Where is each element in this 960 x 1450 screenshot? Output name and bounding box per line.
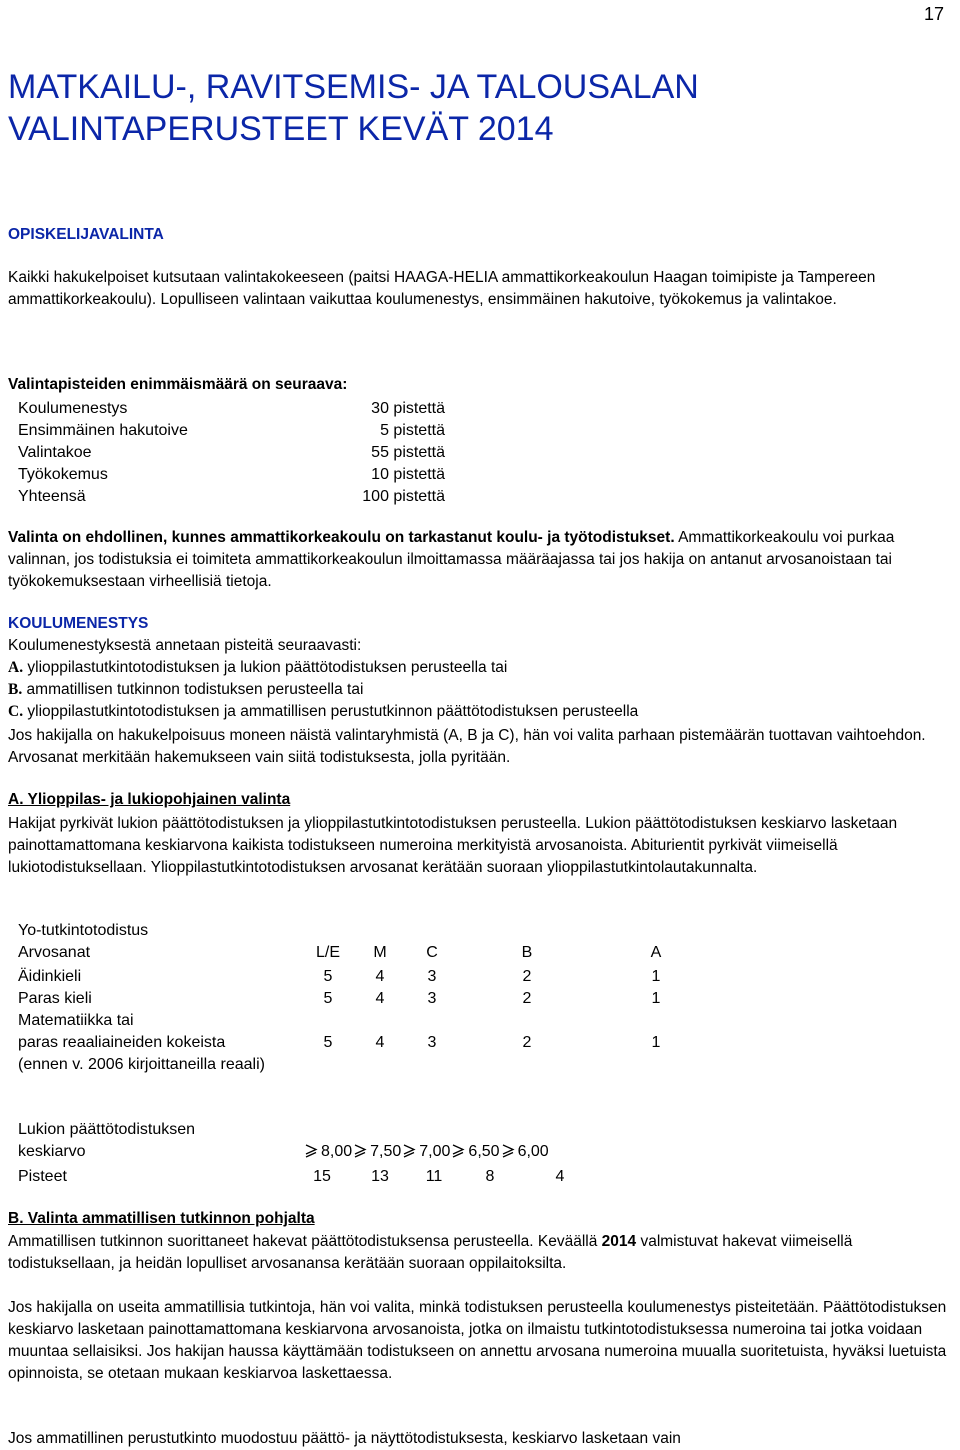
lukio-points-cell: 13 — [371, 1168, 389, 1185]
yo-cell: 5 — [323, 968, 333, 985]
yo-table-title: Yo-tutkintotodistus — [18, 922, 149, 939]
yo-row-label: paras reaaliaineiden kokeista — [18, 1034, 226, 1051]
greater-equal-icon — [500, 1142, 516, 1158]
page-number: 17 — [923, 4, 944, 24]
page-title-line1: MATKAILU-, RAVITSEMIS- JA TALOUSALAN — [8, 68, 699, 106]
page-title-line2: VALINTAPERUSTEET KEVÄT 2014 — [8, 110, 554, 148]
section-heading-opiskelijavalinta: OPISKELIJAVALINTA — [8, 226, 164, 243]
section-b-paragraph-2: Jos hakijalla on useita ammatillisia tutkintoja, hän voi valita, minkä todistuksen perusteella koulumenestys pisteitetään. Päättötodistuksen keskiarvo lasketaan painottamattomana keskiarvona arvosanoista, jotka on ilmaistu tutkintotodistuksessa numeroina tai jotka voidaan muuntaa sellaisiksi. Jos hakijan haussa käyttämään todistukseen on annettu arvosana numeroina muualla suoritetuista, hyväksi luetuista opinnoista, se otetaan mukaan keskiarvoa laskettaessa. — [8, 1299, 947, 1382]
max-points-value: 10 pistettä — [371, 466, 445, 483]
lukio-points-cell: 11 — [425, 1168, 443, 1185]
yo-cell: 4 — [375, 990, 385, 1007]
conditional-notice: Valinta on ehdollinen, kunnes ammattikorkeakoulu on tarkastanut koulu- ja työtodistukset. — [8, 529, 675, 546]
yo-cell: 3 — [427, 1034, 437, 1051]
threshold-item — [352, 1143, 401, 1160]
threshold-item — [303, 1143, 352, 1160]
max-points-label: Valintakoe — [18, 444, 92, 461]
list-text-b: ammatillisen tutkinnon todistuksen perusteella tai — [26, 681, 364, 698]
yo-cell: 1 — [651, 990, 661, 1007]
yo-cell: 1 — [651, 1034, 661, 1051]
list-item-c — [8, 703, 638, 721]
yo-row-label: Paras kieli — [18, 990, 92, 1007]
yo-column-header: B — [521, 944, 533, 961]
yo-column-header: M — [373, 944, 387, 961]
section-a-paragraph: Hakijat pyrkivät lukion päättötodistuksen ja ylioppilastutkintotodistuksen perusteella. Lukion päättötodistuksen keskiarvo lasketaan painottamattomana keskiarvona kaikista todistukseen numeroina merkityistä arvosanoista. Abiturientit pyrkivät viimeisellä lukiotodistuksellaan. Ylioppilastutkintotodistuksen arvosanat kerätään suoraan ylioppilastutkintolautakunnalta. — [8, 815, 898, 876]
max-points-value: 55 pistettä — [371, 444, 445, 461]
conditional-paragraph — [8, 527, 953, 593]
threshold-item — [500, 1143, 549, 1160]
lukio-points-label: Pisteet — [18, 1168, 67, 1185]
section-b-p1-after: valmistuvat hakevat viimeisellä todistuksellaan, ja heidän lopulliset arvosanansa kerätään suoraan oppilaitoksilta. — [8, 1233, 853, 1272]
greater-equal-icon — [352, 1142, 368, 1158]
yo-cell: 2 — [522, 1034, 532, 1051]
yo-row-label: Äidinkieli — [18, 968, 82, 985]
max-points-heading: Valintapisteiden enimmäismäärä on seuraava: — [8, 376, 348, 393]
section-heading-koulumenestys: KOULUMENESTYS — [8, 615, 149, 632]
list-letter-b: B. — [8, 681, 23, 698]
threshold-value: 6,00 — [517, 1143, 549, 1160]
greater-equal-icon — [450, 1142, 466, 1158]
yo-cell: 5 — [323, 1034, 333, 1051]
lukio-label-line2: keskiarvo — [18, 1143, 86, 1160]
yo-column-header: L/E — [315, 944, 340, 961]
yo-cell: 5 — [323, 990, 333, 1007]
threshold-value: 8,00 — [321, 1143, 353, 1160]
yo-column-header: C — [426, 944, 438, 961]
max-points-value: 30 pistettä — [371, 400, 445, 417]
section-b-paragraph-1 — [8, 1231, 953, 1275]
conditional-detail: Ammattikorkeakoulu voi purkaa valinnan, jos todistuksia ei toimiteta ammattikorkeakoulun ilmoittamassa määräajassa tai jos hakija on antanut arvosanoistaan tai työkokemuksestaan virheellisiä tietoja. — [8, 529, 895, 590]
yo-cell: 4 — [375, 968, 385, 985]
yo-cell: 1 — [651, 968, 661, 985]
koulumenestys-intro: Koulumenestyksestä annetaan pisteitä seuraavasti: — [8, 637, 362, 654]
threshold-value: 7,00 — [419, 1143, 451, 1160]
lukio-thresholds — [303, 1141, 549, 1163]
yo-cell: 2 — [522, 990, 532, 1007]
max-points-value: 100 pistettä — [362, 488, 445, 505]
lukio-points-cell: 4 — [555, 1168, 565, 1185]
koulumenestys-note: Jos hakijalla on hakukelpoisuus moneen näistä valintaryhmistä (A, B ja C), hän voi valita parhaan pistemäärän tuottavan vaihtoehdon. Arvosanat merkitään hakemukseen vain siitä todistuksesta, jolla pyritään. — [8, 727, 926, 766]
list-item-a — [8, 659, 507, 677]
yo-cell: 3 — [427, 990, 437, 1007]
yo-row-label: (ennen v. 2006 kirjoittaneilla reaali) — [18, 1056, 265, 1073]
max-points-label: Työkokemus — [18, 466, 108, 483]
max-points-label: Yhteensä — [18, 488, 86, 505]
yo-cell: 4 — [375, 1034, 385, 1051]
section-b-heading: B. Valinta ammatillisen tutkinnon pohjalta — [8, 1210, 315, 1227]
greater-equal-icon — [303, 1142, 319, 1158]
page-title — [8, 66, 699, 150]
list-text-c: ylioppilastutkintotodistuksen ja ammatillisen perustutkinnon päättötodistuksen perusteella — [27, 703, 639, 720]
max-points-label: Ensimmäinen hakutoive — [18, 422, 188, 439]
list-item-b — [8, 681, 363, 699]
section-b-p1-before: Ammatillisen tutkinnon suorittaneet hakevat päättötodistuksensa perusteella. Keväällä — [8, 1233, 602, 1250]
yo-row-label: Matematiikka tai — [18, 1012, 134, 1029]
yo-header-label: Arvosanat — [18, 944, 91, 961]
section-b-paragraph-3: Jos ammatillinen perustutkinto muodostuu päättö- ja näyttötodistuksesta, keskiarvo lasketaan vain — [8, 1430, 681, 1447]
yo-column-header: A — [650, 944, 662, 961]
section-a-heading: A. Ylioppilas- ja lukiopohjainen valinta — [8, 791, 291, 808]
lukio-points-cell: 8 — [485, 1168, 495, 1185]
max-points-value: 5 pistettä — [380, 422, 445, 439]
yo-cell: 3 — [427, 968, 437, 985]
list-letter-a: A. — [8, 659, 24, 676]
max-points-label: Koulumenestys — [18, 400, 128, 417]
lukio-points-cell: 15 — [313, 1168, 331, 1185]
threshold-value: 6,50 — [468, 1143, 500, 1160]
list-letter-c: C. — [8, 703, 24, 720]
list-text-a: ylioppilastutkintotodistuksen ja lukion päättötodistuksen perusteella tai — [27, 659, 508, 676]
threshold-item — [401, 1143, 450, 1160]
lukio-label-line1: Lukion päättötodistuksen — [18, 1121, 196, 1138]
threshold-item — [450, 1143, 499, 1160]
greater-equal-icon — [401, 1142, 417, 1158]
yo-cell: 2 — [522, 968, 532, 985]
intro-paragraph: Kaikki hakukelpoiset kutsutaan valintakokeeseen (paitsi HAAGA-HELIA ammattikorkeakoulun Haagan toimipiste ja Tampereen ammattikorkeakoulu). Lopulliseen valintaan vaikuttaa koulumenestys, ensimmäinen hakutoive, työkokemus ja valintakoe. — [8, 269, 876, 308]
section-b-p1-year: 2014 — [601, 1233, 637, 1250]
threshold-value: 7,50 — [370, 1143, 402, 1160]
